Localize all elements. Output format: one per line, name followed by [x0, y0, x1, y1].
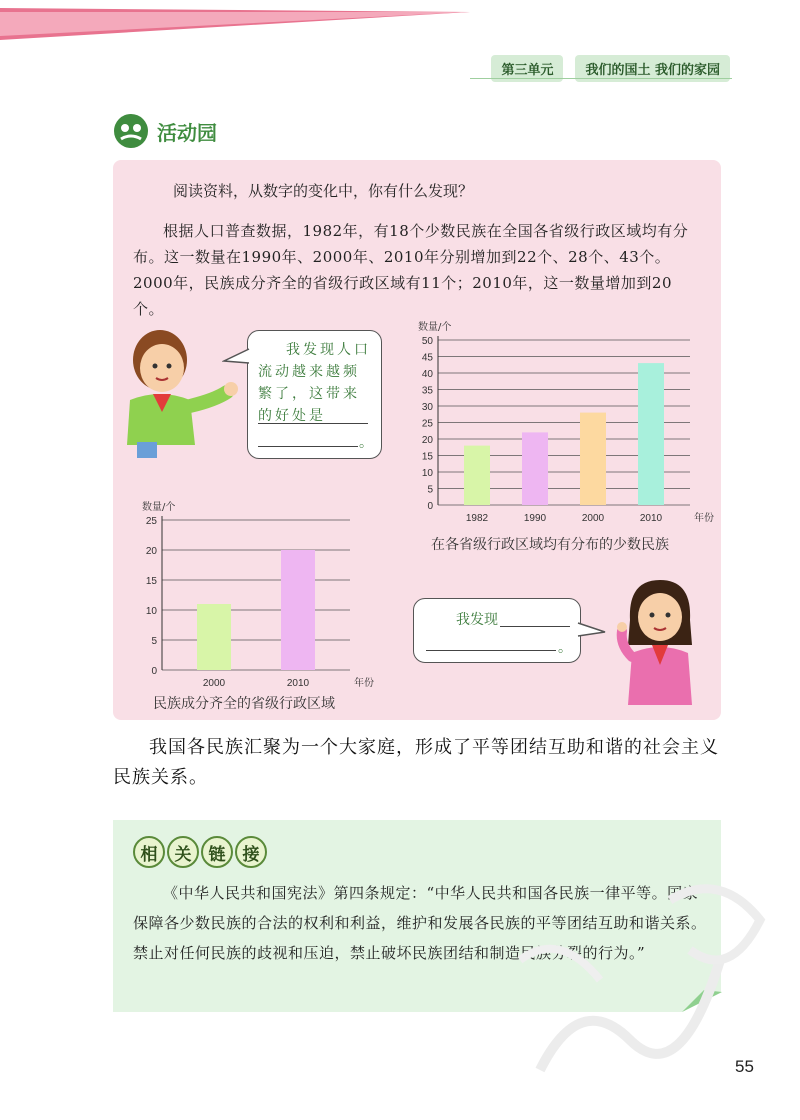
chapter-label: 我们的国土 我们的家园 [575, 55, 730, 82]
activity-prompt: 阅读资料，从数字的变化中，你有什么发现？ [173, 182, 474, 200]
y-axis-label: 数量/个 [418, 322, 452, 333]
bar-1990 [522, 432, 548, 505]
breadcrumb-rule [470, 78, 732, 79]
page-number: 55 [735, 1057, 754, 1076]
chart-provinces [120, 488, 380, 688]
y-tick-label: 25 [145, 516, 157, 527]
related-title-char: 接 [235, 836, 267, 868]
y-tick-label: 15 [421, 451, 433, 463]
x-tick-label: 2010 [286, 678, 310, 688]
y-tick-label: 45 [421, 352, 433, 364]
y-tick-label: 20 [421, 435, 433, 446]
boy-speech-bubble [247, 330, 382, 459]
y-tick-label: 0 [427, 501, 433, 512]
related-title-char: 关 [167, 836, 199, 868]
y-tick-label: 5 [427, 484, 433, 496]
related-title-char: 相 [133, 836, 165, 868]
bar-2000 [197, 604, 231, 670]
answer-blank [500, 626, 570, 627]
unit-label: 第三单元 [491, 55, 563, 82]
y-tick-label: 15 [145, 576, 157, 587]
chart2-caption: 民族成分齐全的省级行政区域 [153, 696, 335, 712]
y-tick-label: 10 [145, 606, 157, 617]
girl-bubble-end: 。 [558, 640, 572, 656]
x-axis-label: 年份 [694, 513, 714, 524]
answer-blank [426, 650, 556, 651]
boy-bubble-end: 。 [359, 435, 373, 451]
chart1-caption: 在各省级行政区域均有分布的少数民族 [431, 537, 669, 553]
bar-2010 [281, 550, 315, 670]
watermark [500, 840, 800, 1100]
y-tick-label: 40 [421, 369, 433, 380]
answer-blank [258, 446, 358, 447]
section-heading [113, 113, 217, 149]
x-tick-label: 2010 [639, 513, 663, 524]
bar-2010 [638, 363, 664, 505]
y-tick-label: 10 [421, 468, 433, 479]
bubble-tail [222, 345, 250, 369]
y-tick-label: 35 [421, 385, 433, 397]
y-tick-label: 20 [145, 546, 157, 557]
x-tick-label: 2000 [202, 678, 226, 688]
y-tick-label: 25 [421, 418, 433, 430]
answer-blank [258, 423, 368, 424]
boy-bubble-text: 我发现人口流动越来越频繁了，这带来的好处是 [258, 342, 371, 424]
bar-2000 [580, 413, 606, 505]
related-links-title [133, 836, 267, 868]
bubble-tail [577, 620, 607, 642]
activity-paragraph: 根据人口普查数据，1982年，有18个少数民族在全国各省级行政区域均有分布。这一数量在1990年、2000年、2010年分别增加到22个、28个、43个。2000年，民族成分齐全的省级行政区域有11个；2010年，这一数量增加到20个。 [133, 222, 689, 318]
y-tick-label: 50 [421, 336, 433, 347]
x-tick-label: 2000 [581, 513, 605, 524]
y-tick-label: 30 [421, 402, 433, 413]
bar-1982 [464, 446, 490, 505]
related-links-text: 《中华人民共和国宪法》第四条规定：“中华人民共和国各民族一律平等。国家保障各少数民族的合法的权利和利益，维护和发展各民族的平等团结互助和谐关系。禁止对任何民族的歧视和压迫，禁止破坏民族团结和制造民族分裂的行为。” [133, 884, 707, 962]
x-tick-label: 1982 [465, 513, 489, 524]
related-title-char: 链 [201, 836, 233, 868]
girl-illustration [610, 575, 710, 715]
chart-distribution [400, 310, 720, 530]
girl-bubble-text: 我发现 [456, 612, 498, 628]
top-banner [0, 0, 470, 40]
girl-speech-bubble [413, 598, 581, 663]
x-tick-label: 1990 [523, 513, 547, 524]
y-tick-label: 5 [151, 636, 157, 647]
x-axis-label: 年份 [354, 678, 374, 688]
activity-icon [113, 113, 149, 149]
y-tick-label: 0 [151, 666, 157, 677]
boy-illustration [115, 320, 245, 460]
body-paragraph: 我国各民族汇聚为一个大家庭，形成了平等团结互助和谐的社会主义民族关系。 [113, 737, 719, 788]
section-title: 活动园 [157, 120, 217, 145]
y-axis-label: 数量/个 [142, 502, 176, 513]
